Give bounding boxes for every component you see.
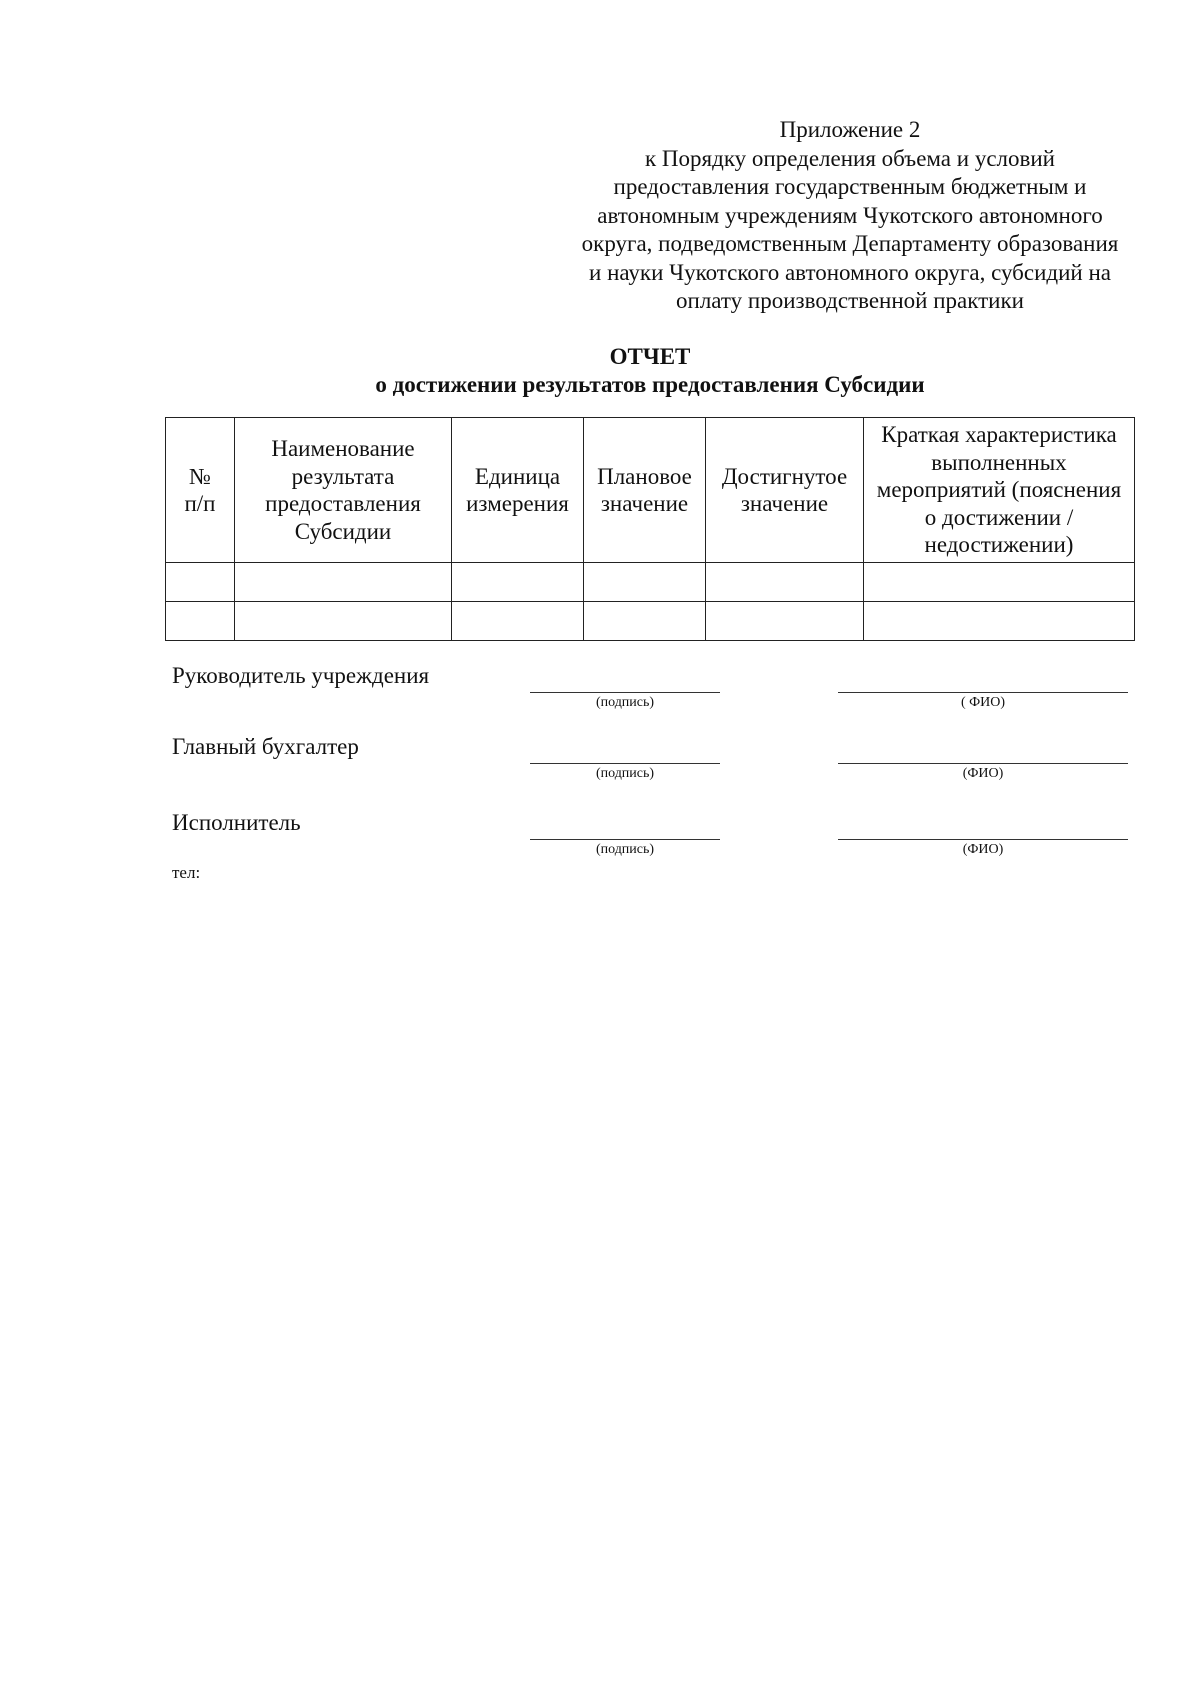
table-cell[interactable] [166, 563, 235, 602]
header-achieved-value [706, 418, 864, 563]
header-description [864, 418, 1135, 563]
name-caption: ( ФИО) [960, 695, 1006, 710]
table-row [166, 602, 1135, 641]
signature-line[interactable] [530, 839, 720, 840]
signature-caption: (подпись) [595, 695, 655, 710]
appendix-line: оплату производственной практики [676, 288, 1024, 313]
signature-caption: (подпись) [595, 766, 655, 781]
table-cell[interactable] [584, 563, 706, 602]
signature-label-executor: Исполнитель [172, 810, 301, 835]
table-cell[interactable] [235, 563, 452, 602]
report-title-sub: о достижении результатов предоставления Субсидии [375, 372, 925, 397]
table-row [166, 563, 1135, 602]
signature-line[interactable] [530, 692, 720, 693]
appendix-line: предоставления государственным бюджетным и [613, 174, 1087, 199]
header-text: о достижении / [924, 504, 1074, 530]
appendix-line: автономным учреждениям Чукотского автономного [597, 202, 1103, 228]
appendix-line: и науки Чукотского автономного округа, субсидий на [589, 259, 1111, 285]
appendix-line: округа, подведомственным Департаменту образования [581, 231, 1119, 256]
table-cell[interactable] [452, 563, 584, 602]
name-caption: (ФИО) [962, 842, 1004, 857]
header-text: результата [291, 463, 395, 489]
signature-label-accountant: Главный бухгалтер [172, 734, 359, 759]
header-text: значение [600, 491, 689, 516]
name-caption: (ФИО) [962, 766, 1004, 781]
name-line[interactable] [838, 839, 1128, 840]
header-text: п/п [184, 491, 216, 516]
header-unit [452, 418, 584, 563]
header-text: Единица [474, 463, 561, 489]
name-line[interactable] [838, 692, 1128, 693]
header-result-name [235, 418, 452, 563]
table-cell[interactable] [864, 563, 1135, 602]
header-text: Субсидии [294, 518, 392, 544]
header-text: Наименование [271, 436, 415, 461]
header-text: Достигнутое [721, 463, 848, 489]
name-line[interactable] [838, 763, 1128, 764]
table-cell[interactable] [452, 602, 584, 641]
table-cell[interactable] [864, 602, 1135, 641]
header-planned-value [584, 418, 706, 563]
header-text: недостижении) [924, 532, 1074, 558]
phone-label: тел: [172, 863, 201, 882]
table-cell[interactable] [235, 602, 452, 641]
appendix-header [540, 116, 1160, 316]
header-text: Плановое [597, 463, 692, 489]
header-text: значение [740, 491, 829, 516]
header-text: мероприятий (пояснения [876, 477, 1122, 503]
header-text: предоставления [265, 491, 421, 516]
header-text: № [189, 463, 211, 489]
report-title-main: ОТЧЕТ [609, 344, 691, 369]
table-cell[interactable] [166, 602, 235, 641]
table-cell[interactable] [706, 563, 864, 602]
signature-label-head: Руководитель учреждения [172, 663, 430, 688]
header-number [166, 418, 235, 563]
header-text: Краткая характеристика [881, 422, 1117, 448]
header-text: измерения [466, 491, 569, 516]
table-cell[interactable] [584, 602, 706, 641]
signature-caption: (подпись) [595, 842, 655, 857]
table-cell[interactable] [706, 602, 864, 641]
report-title [165, 343, 1135, 399]
appendix-line: Приложение 2 [779, 117, 921, 142]
signature-line[interactable] [530, 763, 720, 764]
table-header-row [166, 418, 1135, 563]
report-table [165, 417, 1135, 641]
appendix-line: к Порядку определения объема и условий [645, 145, 1055, 171]
header-text: выполненных [931, 449, 1067, 475]
